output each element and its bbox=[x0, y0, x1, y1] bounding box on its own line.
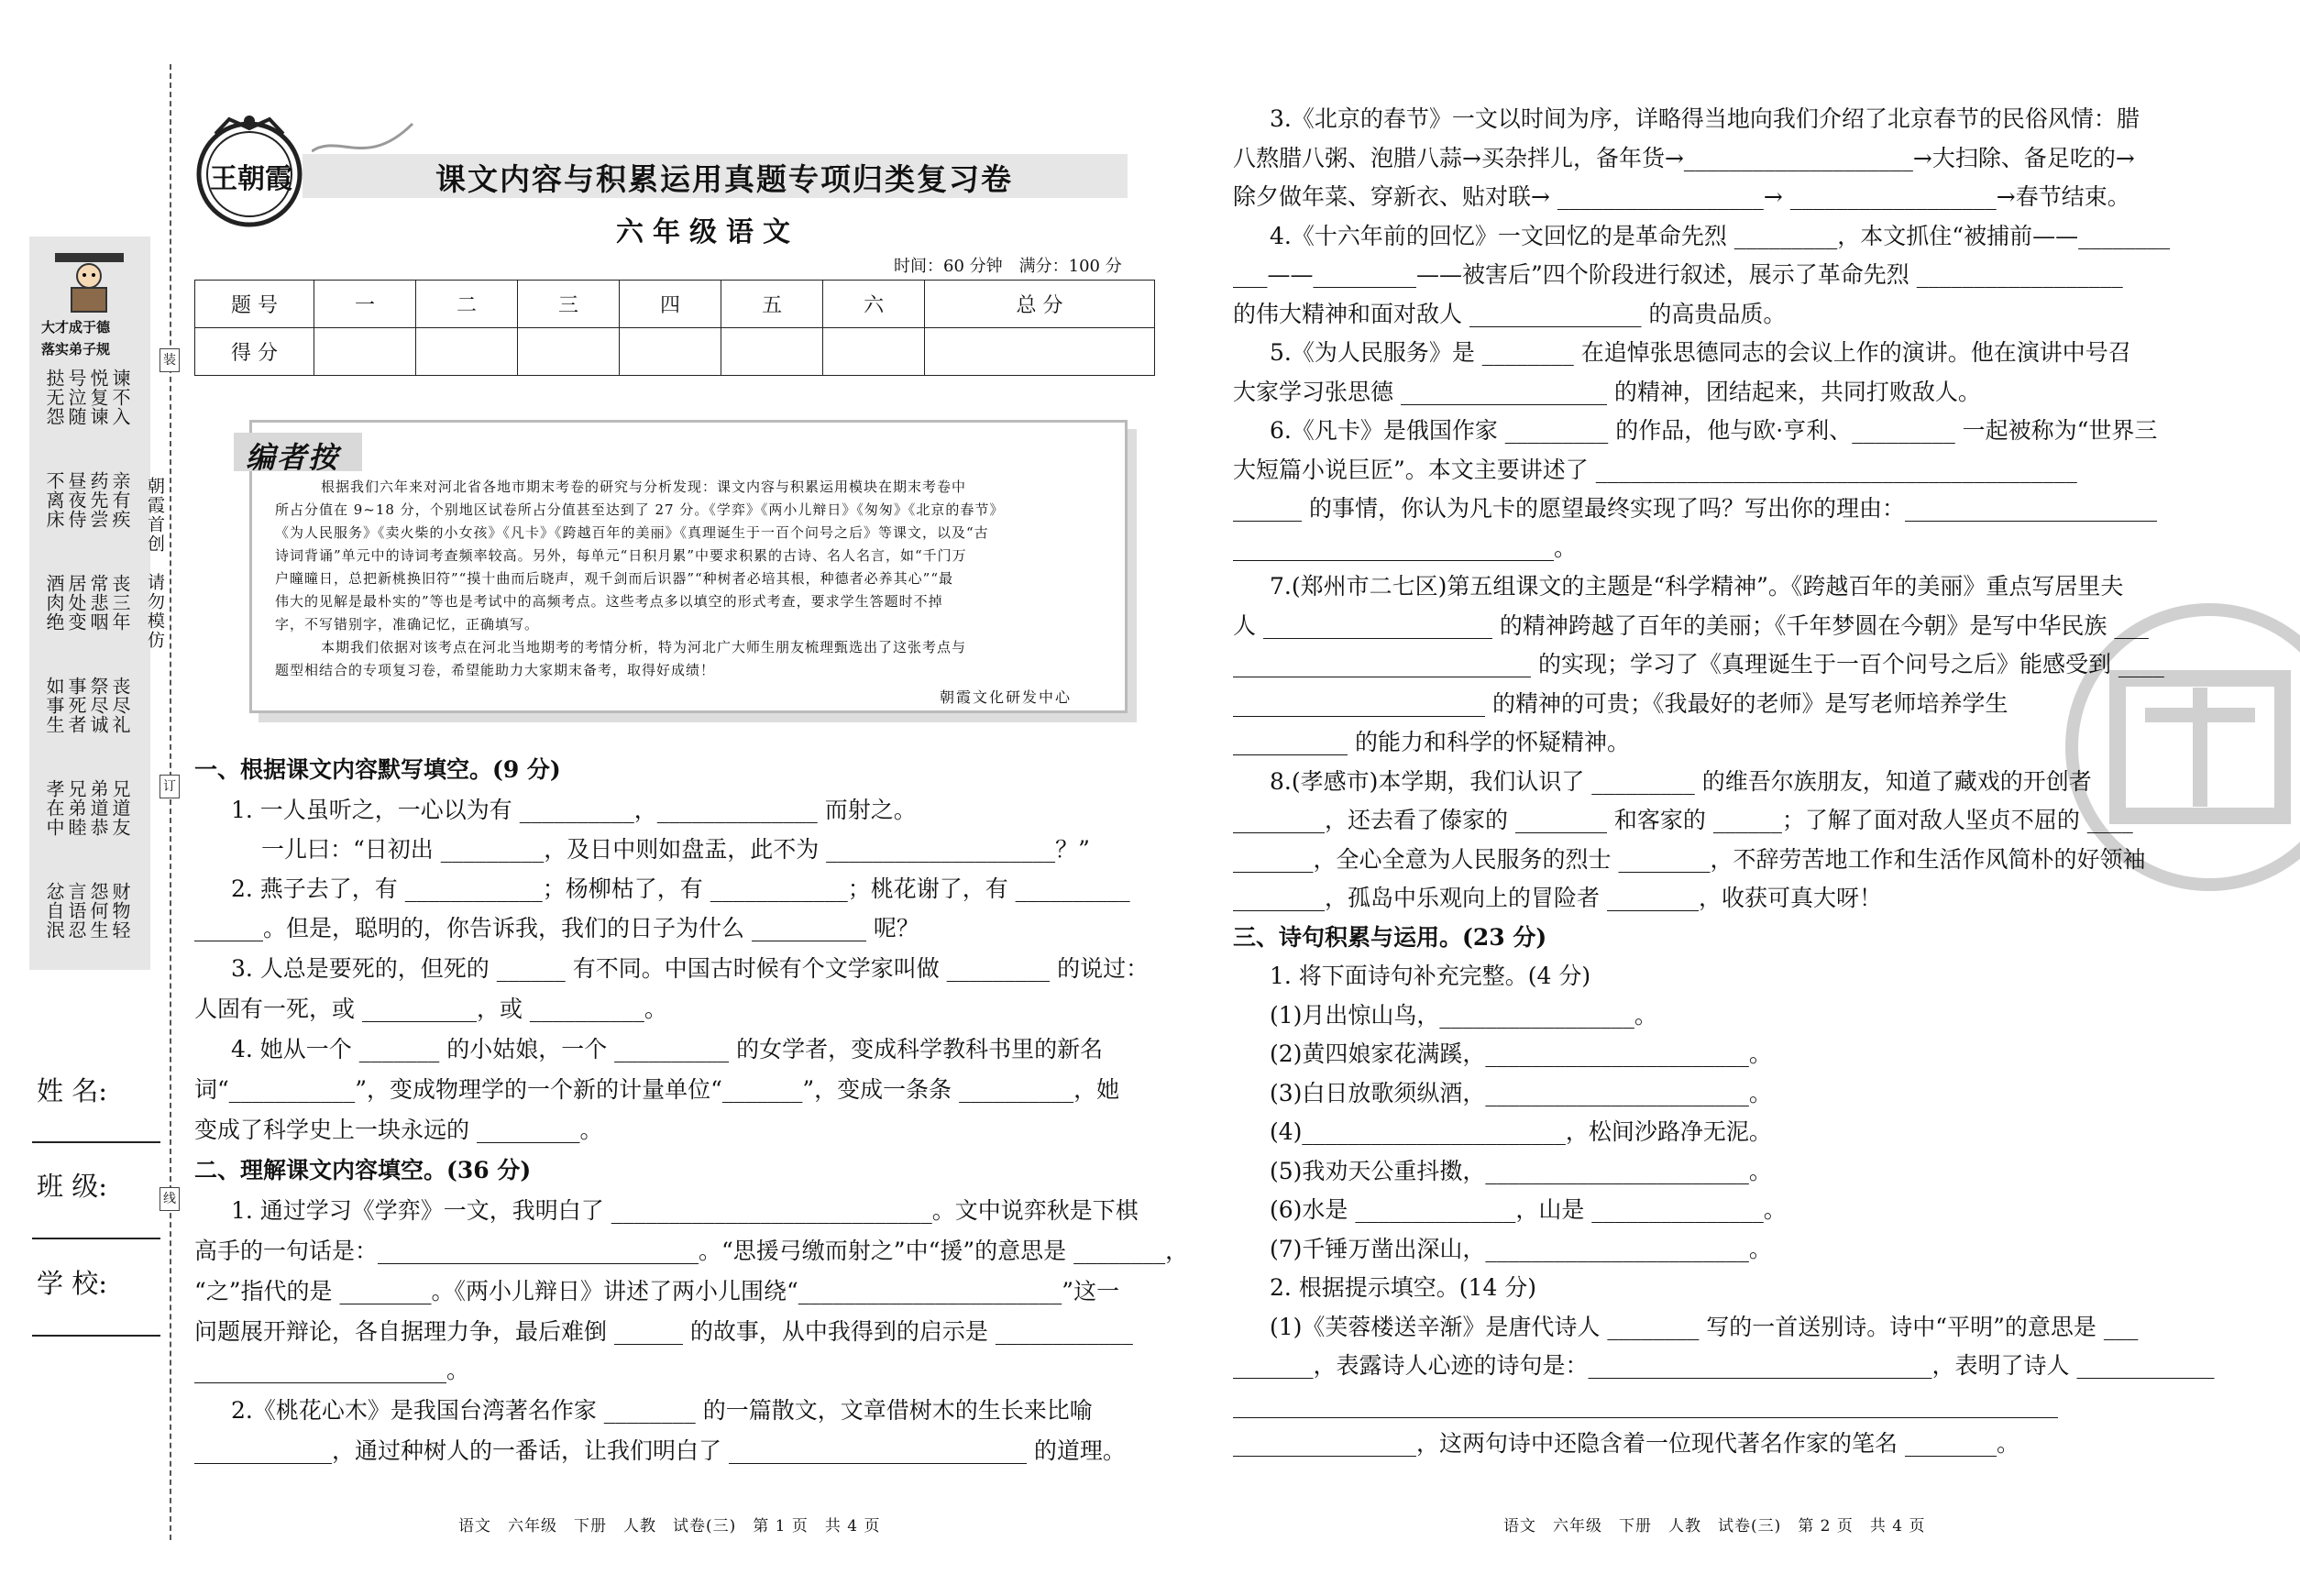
question-line: (5)我劝天公重抖擞，_______________________。 bbox=[1270, 1158, 1772, 1184]
question-line: 除夕做年菜、穿新衣、贴对联→ __________________→ __________________→春节结束。 bbox=[1233, 183, 2130, 210]
question-line: 词“___________”，变成物理学的一个新的计量单位“_______”，变成一条条 __________，她 bbox=[194, 1076, 1120, 1103]
question-line: 八熬腊八粥、泡腊八蒜→买杂拌儿，备年货→____________________→大扫除、备足吃的→ bbox=[1233, 145, 2135, 171]
question-line: ________________________________________________________________________ bbox=[1233, 1392, 2058, 1418]
score-cell[interactable] bbox=[518, 328, 620, 376]
motto-column: 常悲咽 bbox=[87, 574, 109, 632]
score-header-cell: 二 bbox=[416, 281, 518, 328]
question-line: 3.《北京的春节》一文以时间为序，详略得当地向我们介绍了北京春节的民俗风情：腊 bbox=[1270, 105, 2140, 132]
question-line: 2. 燕子去了，有 ____________；杨柳枯了，有 ____________；桃花谢了，有 __________ bbox=[231, 875, 1130, 902]
question-line: 7.(郑州市二七区)第五组课文的主题是“科学精神”。《跨越百年的美丽》重点写居里夫 bbox=[1270, 573, 2124, 600]
section-heading: 一、根据课文内容默写填空。(9 分) bbox=[194, 756, 561, 783]
question-line: (4)_______________________，松间沙路净无泥。 bbox=[1270, 1118, 1772, 1145]
score-header-cell: 四 bbox=[620, 281, 721, 328]
question-line: 4.《十六年前的回忆》一文回忆的是革命先烈 _________，本文抓住“被捕前——________ bbox=[1270, 223, 2171, 249]
question-line: 6.《凡卡》是俄国作家 _________ 的作品，他与欧·亨利、_________ 一起被称为“世界三 bbox=[1270, 417, 2158, 444]
question-line: 1. 将下面诗句补充完整。(4 分) bbox=[1270, 963, 1591, 989]
scholar-avatar-icon bbox=[46, 246, 133, 314]
editor-note-title: 编者按 bbox=[246, 440, 340, 475]
binding-mark: 线 bbox=[160, 1187, 180, 1211]
question-line: 2. 根据提示填空。(14 分) bbox=[1270, 1274, 1537, 1301]
question-line: ________，孤岛中乐观向上的冒险者 ________，收获可真大呀！ bbox=[1233, 885, 1882, 911]
score-row bbox=[195, 328, 1155, 376]
motto-column: 事死者 bbox=[65, 677, 87, 734]
question-line: 的伟大精神和面对敌人 _______________ 的高贵品质。 bbox=[1233, 301, 1787, 327]
editor-note-line: 《为人民服务》《卖火柴的小女孩》《凡卡》《跨越百年的美丽》《真理诞生于一百个问号之后》等课文，以及“古 bbox=[275, 524, 989, 541]
question-line: 人 ____________________ 的精神跨越了百年的美丽；《千年梦圆在今朝》是写中华民族 ___ bbox=[1233, 612, 2149, 639]
binding-line bbox=[170, 64, 171, 1540]
editor-note-line: 户曈曈日，总把新桃换旧符”“摸十曲而后晓声，观千剑而后识器”“种树者必培其根，种德者必养其心”“最 bbox=[275, 570, 954, 587]
class-field[interactable] bbox=[32, 1238, 160, 1239]
footer-left: 语文 六年级 下册 人教 试卷(三) 第 1 页 共 4 页 bbox=[458, 1517, 881, 1535]
question-line: ________，还去看了傣家的 ________ 和客家的 ______；了解了面对敌人坚贞不屈的 ____ bbox=[1233, 807, 2133, 833]
time-score: 时间：60 分钟 满分：100 分 bbox=[894, 257, 1122, 276]
name-field[interactable] bbox=[32, 1141, 160, 1143]
ribbon-decoration bbox=[312, 115, 422, 173]
score-table bbox=[194, 280, 1155, 376]
motto-column: 居处变 bbox=[65, 574, 87, 632]
question-line: _______，表露诗人心迹的诗句是：______________________________，表明了诗人 ____________ bbox=[1233, 1352, 2215, 1379]
binding-text: 朝霞首创 bbox=[145, 477, 165, 554]
question-line: 1. 通过学习《学弈》一文，我明白了 ____________________________。文中说弈秋是下棋 bbox=[231, 1197, 1139, 1224]
motto-column: 弟道恭 bbox=[87, 779, 109, 837]
school-field[interactable] bbox=[32, 1335, 160, 1337]
motto-column: 兄弟睦 bbox=[65, 779, 87, 837]
question-line: 1. 一人虽听之，一心以为有 __________，______________ 而射之。 bbox=[231, 797, 917, 823]
motto-column: 药先尝 bbox=[87, 471, 109, 529]
question-line: (3)白日放歌须纵酒，_______________________。 bbox=[1270, 1080, 1772, 1106]
motto-column: 祭尽诚 bbox=[87, 677, 109, 734]
editor-note-line: 根据我们六年来对河北省各地市期末考卷的研究与分析发现：课文内容与积累运用模块在期末考卷中 bbox=[321, 479, 967, 495]
question-line: 3. 人总是要死的，但死的 ______ 有不同。中国古时候有个文学家叫做 _________ 的说过： bbox=[231, 955, 1150, 982]
question-line: ______。但是，聪明的，你告诉我，我们的日子为什么 __________ 呢？ bbox=[194, 915, 919, 941]
score-header-row bbox=[195, 281, 1155, 328]
editor-note-line: 本期我们依据对该考点在河北当地期考的考情分析，特为河北广大师生朋友梳理甄选出了这张考点与 bbox=[321, 639, 967, 655]
question-line: __________ 的能力和科学的怀疑精神。 bbox=[1233, 729, 1630, 755]
school-label: 学 校: bbox=[37, 1268, 107, 1299]
motto-column: 忿自泯 bbox=[43, 882, 65, 940]
motto-column: 挞无怨 bbox=[43, 369, 65, 426]
motto-column: 酒肉绝 bbox=[43, 574, 65, 632]
question-line: 5.《为人民服务》是 ________ 在追悼张思德同志的会议上作的演讲。他在演讲中号召 bbox=[1270, 339, 2131, 366]
motto-column: 谏不入 bbox=[109, 369, 131, 426]
page-subtitle: 六年级语文 bbox=[616, 216, 799, 248]
motto-column: 悦复谏 bbox=[87, 369, 109, 426]
class-label: 班 级: bbox=[37, 1171, 107, 1202]
watermark-seal-icon bbox=[2053, 596, 2300, 898]
question-line: (2)黄四娘家花满蹊，_______________________。 bbox=[1270, 1040, 1772, 1067]
question-line: (1)《芙蓉楼送辛渐》是唐代诗人 ________ 写的一首送别诗。诗中“平明”的意思是 ___ bbox=[1270, 1314, 2139, 1340]
brand-logo bbox=[188, 108, 312, 232]
name-label: 姓 名: bbox=[37, 1075, 107, 1106]
motto-column: 财物轻 bbox=[109, 882, 131, 940]
question-line: ______________________ 的精神的可贵；《我最好的老师》是写老师培养学生 bbox=[1233, 690, 2008, 717]
score-cell[interactable] bbox=[925, 328, 1155, 376]
question-line: (6)水是 ______________，山是 _______________。 bbox=[1270, 1196, 1787, 1223]
binding-mark: 装 bbox=[160, 348, 180, 372]
question-line: 2.《桃花心木》是我国台湾著名作家 ________ 的一篇散文，文章借树木的生长来比喻 bbox=[231, 1397, 1093, 1424]
motto-column: 昼夜侍 bbox=[65, 471, 87, 529]
score-cell[interactable] bbox=[314, 328, 416, 376]
question-line: ______________________。 bbox=[194, 1357, 470, 1383]
score-header-cell: 题 号 bbox=[195, 281, 314, 328]
question-line: 大家学习张思德 __________________ 的精神，团结起来，共同打败敌人。 bbox=[1233, 379, 1981, 405]
motto-column: 丧尽礼 bbox=[109, 677, 131, 734]
score-cell[interactable] bbox=[823, 328, 925, 376]
editor-note-line: 伟大的见解是最朴实的”等也是考试中的高频考点。这些考点多以填空的形式考查，要求学生答题时不掉 bbox=[275, 593, 943, 610]
editor-note-line: 诗词背诵”单元中的诗词考查频率较高。另外，每单元“日积月累”中要求积累的古诗、名人名言，如“千门万 bbox=[275, 547, 967, 564]
score-row-label: 得 分 bbox=[195, 328, 314, 376]
editor-note-line: 所占分值在 9~18 分，个别地区试卷所占分值甚至达到了 27 分。《学弈》《两小儿辩日》《匆匆》《北京的春节》 bbox=[275, 501, 1005, 518]
binding-mark: 订 bbox=[160, 775, 180, 798]
motto-column: 亲有疾 bbox=[109, 471, 131, 529]
binding-text: 请勿模仿 bbox=[145, 573, 165, 650]
section-heading: 三、诗句积累与运用。(23 分) bbox=[1233, 924, 1547, 951]
question-line: 一儿曰：“日初出 _________，及日中则如盘盂，此不为 ____________________？” bbox=[261, 836, 1090, 863]
score-header-cell: 三 bbox=[518, 281, 620, 328]
question-line: _______，全心全意为人民服务的烈士 ________，不辞劳苦地工作和生活作风简朴的好领袖 bbox=[1233, 846, 2146, 873]
question-line: ______ 的事情，你认为凡卡的愿望最终实现了吗？写出你的理由：______________________ bbox=[1233, 495, 2157, 522]
motto-column: 号泣随 bbox=[65, 369, 87, 426]
question-line: ________________，这两句诗中还隐含着一位现代著名作家的笔名 ________。 bbox=[1233, 1430, 2019, 1457]
motto-column: 孝在中 bbox=[43, 779, 65, 837]
question-line: ___——_________——被害后”四个阶段进行叙述，展示了革命先烈 __________________ bbox=[1233, 261, 2123, 288]
score-cell[interactable] bbox=[620, 328, 721, 376]
brand-logo-text: 王朝霞 bbox=[210, 163, 292, 195]
motto-column: 丧三年 bbox=[109, 574, 131, 632]
motto-column: 如事生 bbox=[43, 677, 65, 734]
question-line: 问题展开辩论，各自据理力争，最后难倒 ______ 的故事，从中我得到的启示是 ____________ bbox=[194, 1318, 1133, 1345]
motto-column: 怨何生 bbox=[87, 882, 109, 940]
score-header-cell: 总 分 bbox=[925, 281, 1155, 328]
footer-right: 语文 六年级 下册 人教 试卷(三) 第 2 页 共 4 页 bbox=[1503, 1517, 1926, 1535]
sidebar-slogan-1: 大才成于德 bbox=[41, 319, 111, 336]
page-title: 课文内容与积累运用真题专项归类复习卷 bbox=[435, 161, 1013, 197]
score-cell[interactable] bbox=[416, 328, 518, 376]
question-line: “之”指代的是 ________。《两小儿辩日》讲述了两小儿围绕“_______________________”这一 bbox=[194, 1278, 1120, 1304]
question-line: __________________________ 的实现；学习了《真理诞生于一百个问号之后》能感受到 ____ bbox=[1233, 651, 2164, 677]
score-header-cell: 一 bbox=[314, 281, 416, 328]
score-header-cell: 五 bbox=[721, 281, 823, 328]
section-heading: 二、理解课文内容填空。(36 分) bbox=[194, 1157, 532, 1183]
motto-column: 言语忍 bbox=[65, 882, 87, 940]
sidebar-slogan-2: 落实弟子规 bbox=[41, 341, 111, 358]
score-header-cell: 六 bbox=[823, 281, 925, 328]
editor-note-line: 题型相结合的专项复习卷，希望能助力大家期末备考，取得好成绩！ bbox=[275, 662, 716, 678]
question-line: 4. 她从一个 _______ 的小姑娘，一个 __________ 的女学者，变成科学教科书里的新名 bbox=[231, 1036, 1104, 1062]
question-line: (7)千锤万凿出深山，_______________________。 bbox=[1270, 1236, 1772, 1262]
question-line: 8.(孝感市)本学期，我们认识了 _________ 的维吾尔族朋友，知道了藏戏的开创者 bbox=[1270, 768, 2092, 795]
question-line: ____________________________。 bbox=[1233, 534, 1578, 561]
editor-note-signature: 朝霞文化研发中心 bbox=[940, 688, 1073, 706]
editor-note-line: 字，不写错别字，准确记忆，正确填写。 bbox=[275, 616, 540, 633]
question-line: 变成了科学史上一块永远的 _________。 bbox=[194, 1117, 603, 1143]
question-line: (1)月出惊山鸟，_________________。 bbox=[1270, 1002, 1657, 1029]
score-cell[interactable] bbox=[721, 328, 823, 376]
question-line: 人固有一死，或 __________，或 __________。 bbox=[194, 996, 667, 1022]
question-line: ____________，通过种树人的一番话，让我们明白了 __________________________ 的道理。 bbox=[194, 1437, 1126, 1464]
motto-column: 兄道友 bbox=[109, 779, 131, 837]
question-line: 大短篇小说巨匠”。本文主要讲述了 __________________________________________ bbox=[1233, 457, 2077, 483]
question-line: 高手的一句话是：____________________________。“思援弓缴而射之”中“援”的意思是 ________， bbox=[194, 1238, 1189, 1264]
motto-column: 不离床 bbox=[43, 471, 65, 529]
